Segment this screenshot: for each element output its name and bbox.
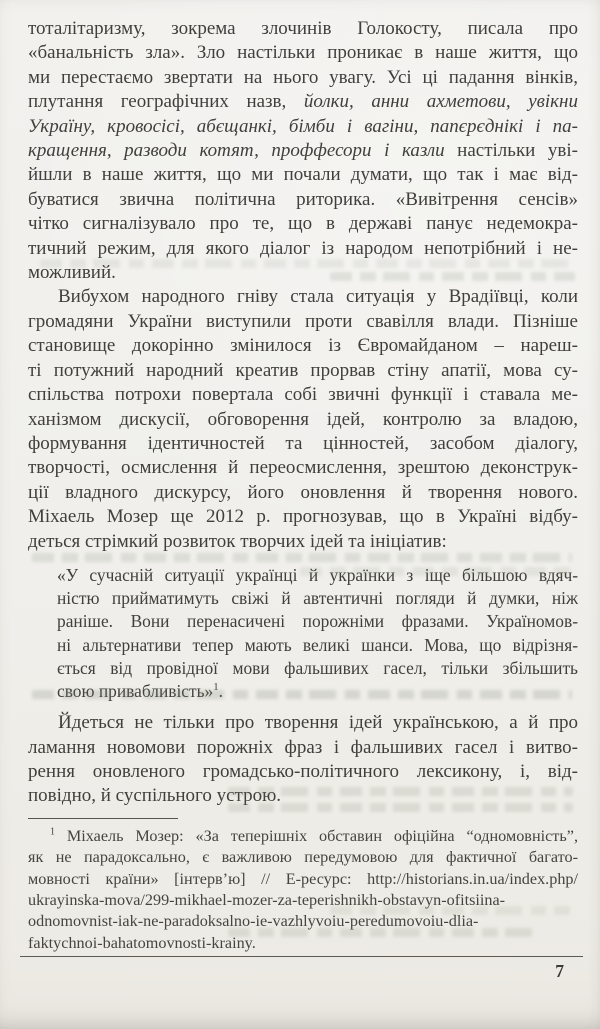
text-line <box>28 869 578 890</box>
paragraph-1 <box>28 17 578 285</box>
text-line <box>28 847 578 868</box>
text-segment: Міхаель Мозер ще 2012 р. прогнозував, що в Україні відбу- <box>28 506 578 528</box>
text-segment: . <box>218 680 223 701</box>
text-segment: буватися звична політична риторика. «Вивітрення сенсів» <box>28 188 578 210</box>
text-segment: настільки уві- <box>444 140 578 162</box>
text-line <box>28 505 578 529</box>
footnote-reference: 1 <box>213 681 219 694</box>
text-line <box>28 188 578 212</box>
text-segment: спільства потрохи повертала собі звичні функції і ставала ме- <box>28 384 578 406</box>
text-segment: тичний режим, для якого діалог із народом непотрібний і не- <box>28 237 578 259</box>
text-segment: Йдеться не тільки про творення ідей українською, а й про <box>58 712 578 734</box>
text-line <box>57 634 578 657</box>
text-segment: Україну, кровосісі, абєщанкі, бімби і вагіни, папєрєднікі і па- <box>28 115 578 137</box>
text-line <box>28 17 578 41</box>
text-segment: йолки, анни ахметови, увікни <box>303 91 578 113</box>
text-segment: ханізмом дискусії, обговорення ідей, контролю за владою, <box>28 408 578 430</box>
text-segment: повідно, й суспільного устрою. <box>28 785 282 807</box>
text-line <box>28 736 578 760</box>
text-segment: чітко сигналізувало про те, що в державі панує недемокра- <box>28 213 578 235</box>
text-segment: громадяни України виступили проти свавілля влади. Пізніше <box>28 310 578 332</box>
text-segment: формування ідентичностей та цінностей, засобом діалогу, <box>28 432 578 454</box>
text-line <box>57 657 578 680</box>
text-line <box>28 408 578 432</box>
text-line <box>28 41 578 65</box>
text-segment: ції владного дискурсу, його оновлення й творення нового. <box>28 481 578 503</box>
text-segment: тоталітаризму, зокрема злочинів Голокосту, писала про <box>28 18 578 39</box>
text-line <box>28 933 578 954</box>
text-line <box>28 90 578 114</box>
text-segment: ukrayinska-mova/299-mikhael-mozer-za-teperishnikh-obstavyn-ofitsiina- <box>28 891 506 909</box>
text-segment: свою привабливість» <box>57 680 214 701</box>
text-segment: ні альтернативи тепер мають великі шанси. Мова, що відрізня- <box>57 634 578 655</box>
text-line <box>57 610 578 633</box>
text-segment: рення оновленого громадсько-політичного лексикону, і, від- <box>28 760 578 782</box>
text-line <box>28 711 578 735</box>
text-line <box>28 212 578 236</box>
text-line <box>28 784 578 808</box>
footnote-reference: 1 <box>50 826 56 838</box>
text-line <box>28 432 578 456</box>
text-segment: як не парадоксально, є важливою передумовою для фактичної багато- <box>28 848 578 867</box>
text-segment: становище докорінно змінилося із Євромайданом – нареш- <box>28 335 578 357</box>
text-line <box>28 261 578 285</box>
text-line <box>28 66 578 90</box>
text-line <box>28 285 578 309</box>
text-segment: ється від провідної мови фальшивих гасел, тільки збільшить <box>57 657 578 678</box>
text-segment: ністю прийматимуть свіжі й автентичні погляди й думки, ніж <box>57 588 578 609</box>
paragraph-3 <box>28 711 578 809</box>
footnote <box>28 826 578 954</box>
text-line <box>28 481 578 505</box>
page-body <box>28 17 578 954</box>
text-line <box>28 760 578 784</box>
text-segment: Вибухом народного гніву стала ситуація у Врадіївці, коли <box>58 286 578 308</box>
text-line <box>28 383 578 407</box>
text-segment: мовності країни» [інтерв’ю] // Е-ресурс: http://historians.in.ua/index.php/ <box>28 869 578 888</box>
text-line <box>28 310 578 334</box>
text-line <box>28 911 578 932</box>
text-line <box>28 139 578 163</box>
footer-rule <box>20 956 583 957</box>
text-segment: деться стрімкий розвиток творчих ідей та ініціатив: <box>28 530 447 552</box>
text-segment: кращення, разводи котят, проффесори і казли <box>28 140 445 162</box>
text-segment: faktychnoi-bahatomovnosti-krainy. <box>28 933 256 952</box>
text-segment: йшли в наше життя, що ми почали думати, що так і має від- <box>28 164 578 186</box>
footnote-separator <box>28 818 178 819</box>
text-line <box>28 530 578 554</box>
text-line <box>57 564 578 587</box>
text-line <box>28 890 578 911</box>
text-segment: можливий. <box>28 262 116 284</box>
text-line <box>57 680 578 703</box>
text-segment: ми перестаємо звертати на нього увагу. Усі ці падання вінків, <box>28 66 578 88</box>
paragraph-2 <box>28 285 578 553</box>
page-number: 7 <box>555 961 564 981</box>
text-segment: плутання географічних назв, <box>28 91 304 113</box>
text-line <box>28 237 578 261</box>
text-line <box>28 359 578 383</box>
text-segment: ті потужний народний креатив прорвав стіну апатії, мова су- <box>28 359 578 381</box>
blockquote-mozer <box>57 564 578 703</box>
text-segment: раніше. Вони перенасичені порожніми фразами. Україномов- <box>57 611 578 632</box>
text-line <box>57 587 578 610</box>
text-line <box>28 456 578 480</box>
text-segment: «У сучасній ситуації українці й українки з іще більшою вдяч- <box>57 564 578 585</box>
text-line <box>28 826 578 847</box>
text-segment: odnomovnist-iak-ne-paradoksalno-ie-vazhlyvoiu-peredumovoiu-dlia- <box>28 912 479 931</box>
text-segment: Міхаель Мозер: «За теперішніх обставин офіційна “одномовність”, <box>55 826 578 845</box>
text-segment: ламання новомови порожніх фраз і фальшивих гасел і витво- <box>28 736 578 758</box>
text-line <box>28 163 578 187</box>
text-line <box>28 334 578 358</box>
text-segment: «банальність зла». Зло настільки проникає в наше життя, що <box>28 42 578 64</box>
text-line <box>28 115 578 139</box>
text-segment: творчості, осмислення й переосмислення, зрештою деконструк- <box>28 457 578 479</box>
